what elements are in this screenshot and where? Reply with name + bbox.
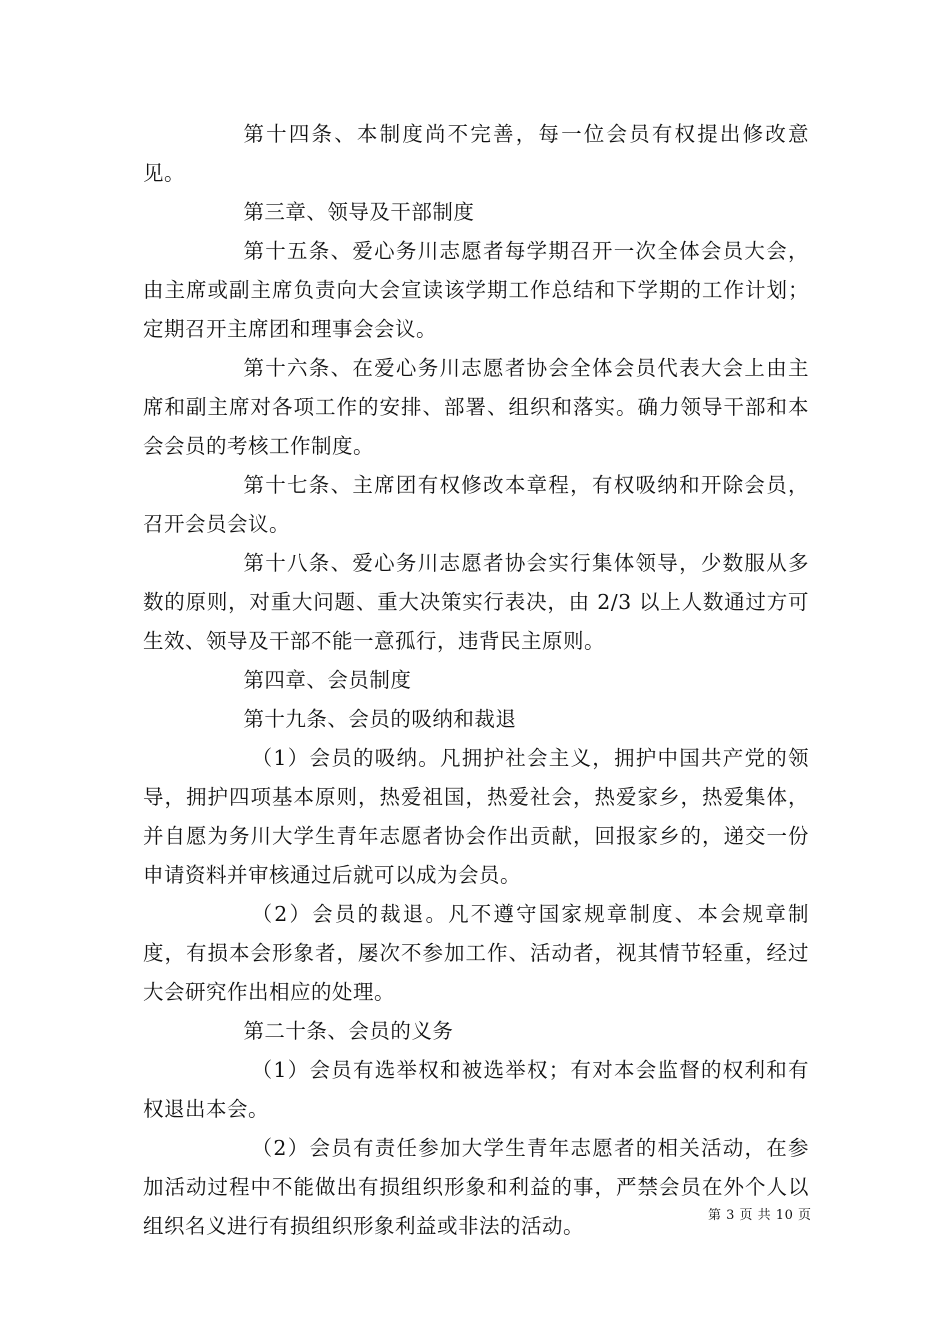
chapter-3-heading: 第三章、领导及干部制度 bbox=[243, 200, 475, 224]
article-14: 第十四条、本制度尚不完善，每一位会员有权提出修改意见。 bbox=[143, 122, 809, 185]
article-15: 第十五条、爱心务川志愿者每学期召开一次全体会员大会，由主席或副主席负责向大会宣读该学期工作总结和下学期的工作计划；定期召开主席团和理事会会议。 bbox=[143, 239, 809, 341]
article-19: 第十九条、会员的吸纳和裁退 bbox=[243, 707, 517, 731]
page-number: 第 3 页 共 10 页 bbox=[708, 1208, 812, 1223]
article-19-item-1: （1）会员的吸纳。凡拥护社会主义，拥护中国共产党的领导，拥护四项基本原则，热爱祖国，热爱社会，热爱家乡，热爱集体，并自愿为务川大学生青年志愿者协会作出贡献，回报家乡的，递交一份申请资料并审核通过后就可以成为会员。 bbox=[143, 746, 809, 887]
article-20: 第二十条、会员的义务 bbox=[243, 1019, 454, 1043]
article-20-item-2: （2）会员有责任参加大学生青年志愿者的相关活动，在参加活动过程中不能做出有损组织形象和利益的事，严禁会员在外个人以组织名义进行有损组织形象利益或非法的活动。 bbox=[143, 1136, 809, 1238]
article-16: 第十六条、在爱心务川志愿者协会全体会员代表大会上由主席和副主席对各项工作的安排、部署、组织和落实。确力领导干部和本会会员的考核工作制度。 bbox=[143, 356, 809, 458]
article-19-item-2: （2）会员的裁退。凡不遵守国家规章制度、本会规章制度，有损本会形象者，屡次不参加工作、活动者，视其情节轻重，经过大会研究作出相应的处理。 bbox=[143, 902, 809, 1004]
article-18: 第十八条、爱心务川志愿者协会实行集体领导，少数服从多数的原则，对重大问题、重大决策实行表决，由 2/3 以上人数通过方可生效、领导及干部不能一意孤行，违背民主原则。 bbox=[143, 551, 809, 653]
chapter-4-heading: 第四章、会员制度 bbox=[243, 668, 412, 692]
document-body bbox=[143, 115, 812, 1246]
article-20-item-1: （1）会员有选举权和被选举权；有对本会监督的权利和有权退出本会。 bbox=[143, 1058, 809, 1121]
article-17: 第十七条、主席团有权修改本章程，有权吸纳和开除会员，召开会员会议。 bbox=[143, 473, 809, 536]
